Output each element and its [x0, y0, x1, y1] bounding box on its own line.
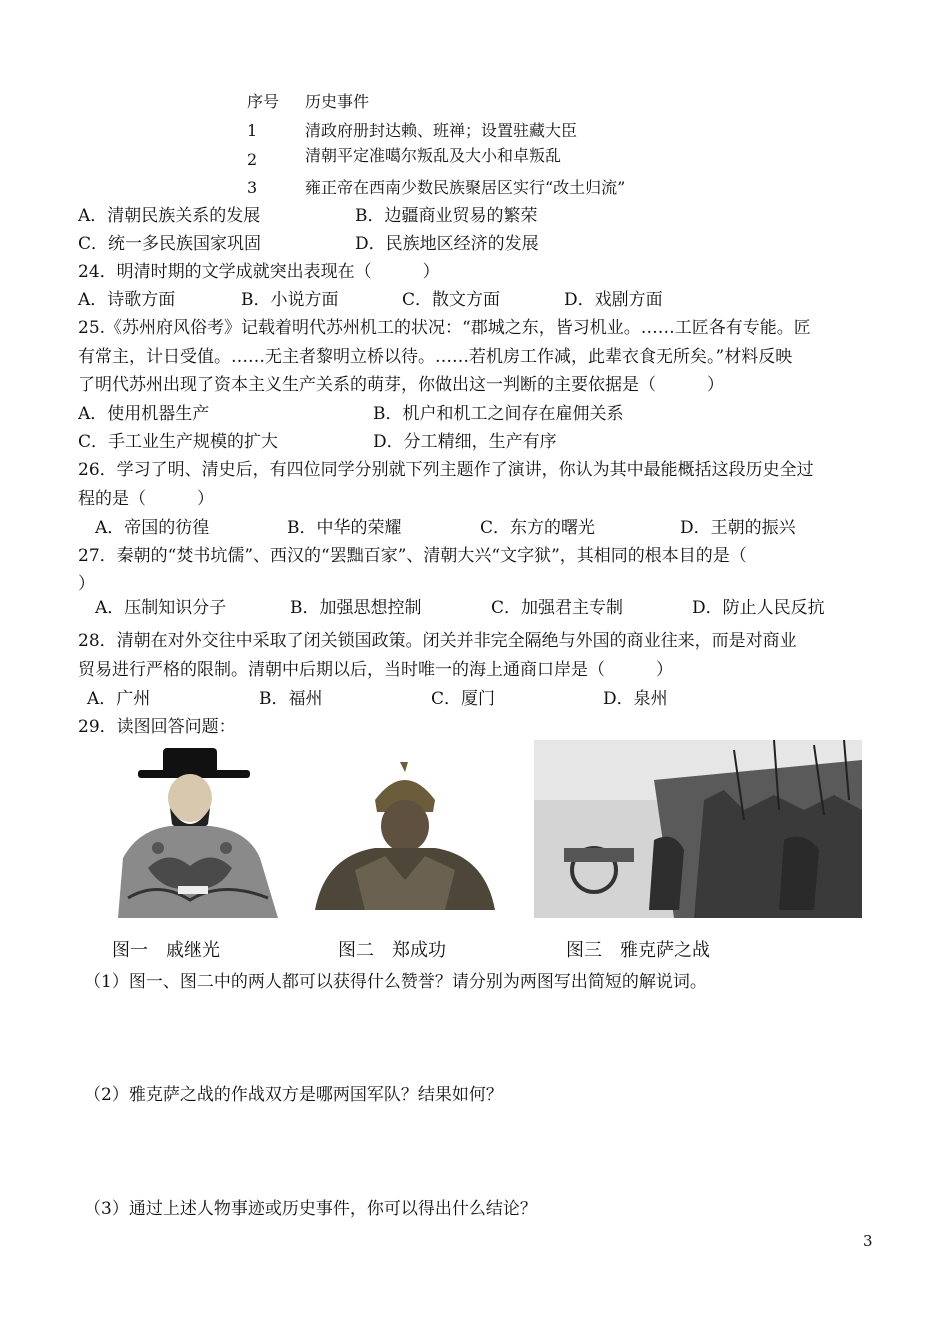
- table-row-2-event: 清朝平定准噶尔叛乱及大小和卓叛乱: [305, 146, 562, 165]
- q28-option-a: A．广州: [87, 689, 151, 709]
- figure-caption-1: 图一 戚继光: [112, 940, 220, 961]
- q25-stem-line3: 了明代苏州出现了资本主义生产关系的萌芽，你做出这一判断的主要依据是（ ）: [78, 375, 724, 395]
- q29-stem: 29．读图回答问题：: [78, 717, 236, 737]
- table-row-3-event: 雍正帝在西南少数民族聚居区实行“改土归流”: [305, 178, 626, 197]
- q27-option-a: A．压制知识分子: [95, 598, 227, 618]
- q25-stem-line1: 25.《苏州府风俗考》记载着明代苏州机工的状况：“郡城之东，皆习机业。……工匠各有专能。匠: [78, 318, 811, 338]
- q23-option-c: C．统一多民族国家巩固: [78, 234, 262, 254]
- q24-option-b: B．小说方面: [241, 290, 339, 310]
- q29-sub1: （1）图一、图二中的两人都可以获得什么赞誉？请分别为两图写出简短的解说词。: [84, 972, 707, 992]
- figure-caption-2: 图二 郑成功: [338, 940, 446, 961]
- q29-sub3: （3）通过上述人物事迹或历史事件，你可以得出什么结论？: [84, 1199, 537, 1219]
- q24-option-c: C．散文方面: [402, 290, 501, 310]
- q28-stem-line2: 贸易进行严格的限制。清朝中后期以后，当时唯一的海上通商口岸是（ ）: [78, 660, 673, 680]
- q25-option-c: C．手工业生产规模的扩大: [78, 432, 279, 452]
- q27-option-c: C．加强君主专制: [491, 598, 624, 618]
- figure-yaksa-battle: [534, 740, 862, 918]
- q23-option-a: A．清朝民族关系的发展: [78, 206, 261, 226]
- q29-sub2: （2）雅克萨之战的作战双方是哪两国军队？结果如何？: [84, 1085, 503, 1105]
- q26-option-b: B．中华的荣耀: [287, 518, 402, 538]
- q25-option-b: B．机户和机工之间存在雇佣关系: [373, 404, 624, 424]
- q25-option-d: D．分工精细，生产有序: [373, 432, 557, 452]
- q26-option-c: C．东方的曙光: [480, 518, 596, 538]
- table-row-2-no: 2: [247, 150, 258, 169]
- figure-zheng-chenggong: [305, 760, 500, 910]
- q25-stem-line2: 有常主，计日受值。……无主者黎明立桥以待。……若机房工作减，此辈衣食无所矣。”材料反映: [78, 347, 793, 367]
- q24-stem: 24．明清时期的文学成就突出表现在（ ）: [78, 262, 440, 282]
- table-row-1-no: 1: [247, 121, 258, 140]
- q28-stem-line1: 28．清朝在对外交往中采取了闭关锁国政策。闭关并非完全隔绝与外国的商业往来，而是对商业: [78, 631, 797, 651]
- table-header-no: 序号: [247, 92, 280, 111]
- q27-option-d: D．防止人民反抗: [692, 598, 825, 618]
- table-row-3-no: 3: [247, 178, 258, 197]
- q26-option-a: A．帝国的彷徨: [95, 518, 210, 538]
- q24-option-a: A．诗歌方面: [78, 290, 176, 310]
- q27-option-b: B．加强思想控制: [290, 598, 422, 618]
- q26-option-d: D．王朝的振兴: [680, 518, 796, 538]
- figure-qi-jiguang: [108, 748, 288, 918]
- page-number: 3: [863, 1232, 873, 1250]
- q28-option-b: B．福州: [259, 689, 323, 709]
- figure-caption-3: 图三 雅克萨之战: [566, 940, 710, 961]
- q24-option-d: D．戏剧方面: [564, 290, 663, 310]
- q28-option-d: D．泉州: [603, 689, 668, 709]
- table-header-event: 历史事件: [305, 92, 370, 111]
- q26-stem-line1: 26．学习了明、清史后，有四位同学分别就下列主题作了演讲，你认为其中最能概括这段历史全过: [78, 460, 814, 480]
- q27-stem-line1: 27．秦朝的“焚书坑儒”、西汉的“罢黜百家”、清朝大兴“文字狱”，其相同的根本目的是（: [78, 546, 747, 566]
- q25-option-a: A．使用机器生产: [78, 404, 210, 424]
- q26-stem-line2: 程的是（ ）: [78, 489, 214, 509]
- q28-option-c: C．厦门: [431, 689, 496, 709]
- q23-option-d: D．民族地区经济的发展: [355, 234, 539, 254]
- q27-stem-line2: ）: [78, 574, 95, 594]
- table-row-1-event: 清政府册封达赖、班禅；设置驻藏大臣: [305, 121, 578, 140]
- q23-option-b: B．边疆商业贸易的繁荣: [355, 206, 538, 226]
